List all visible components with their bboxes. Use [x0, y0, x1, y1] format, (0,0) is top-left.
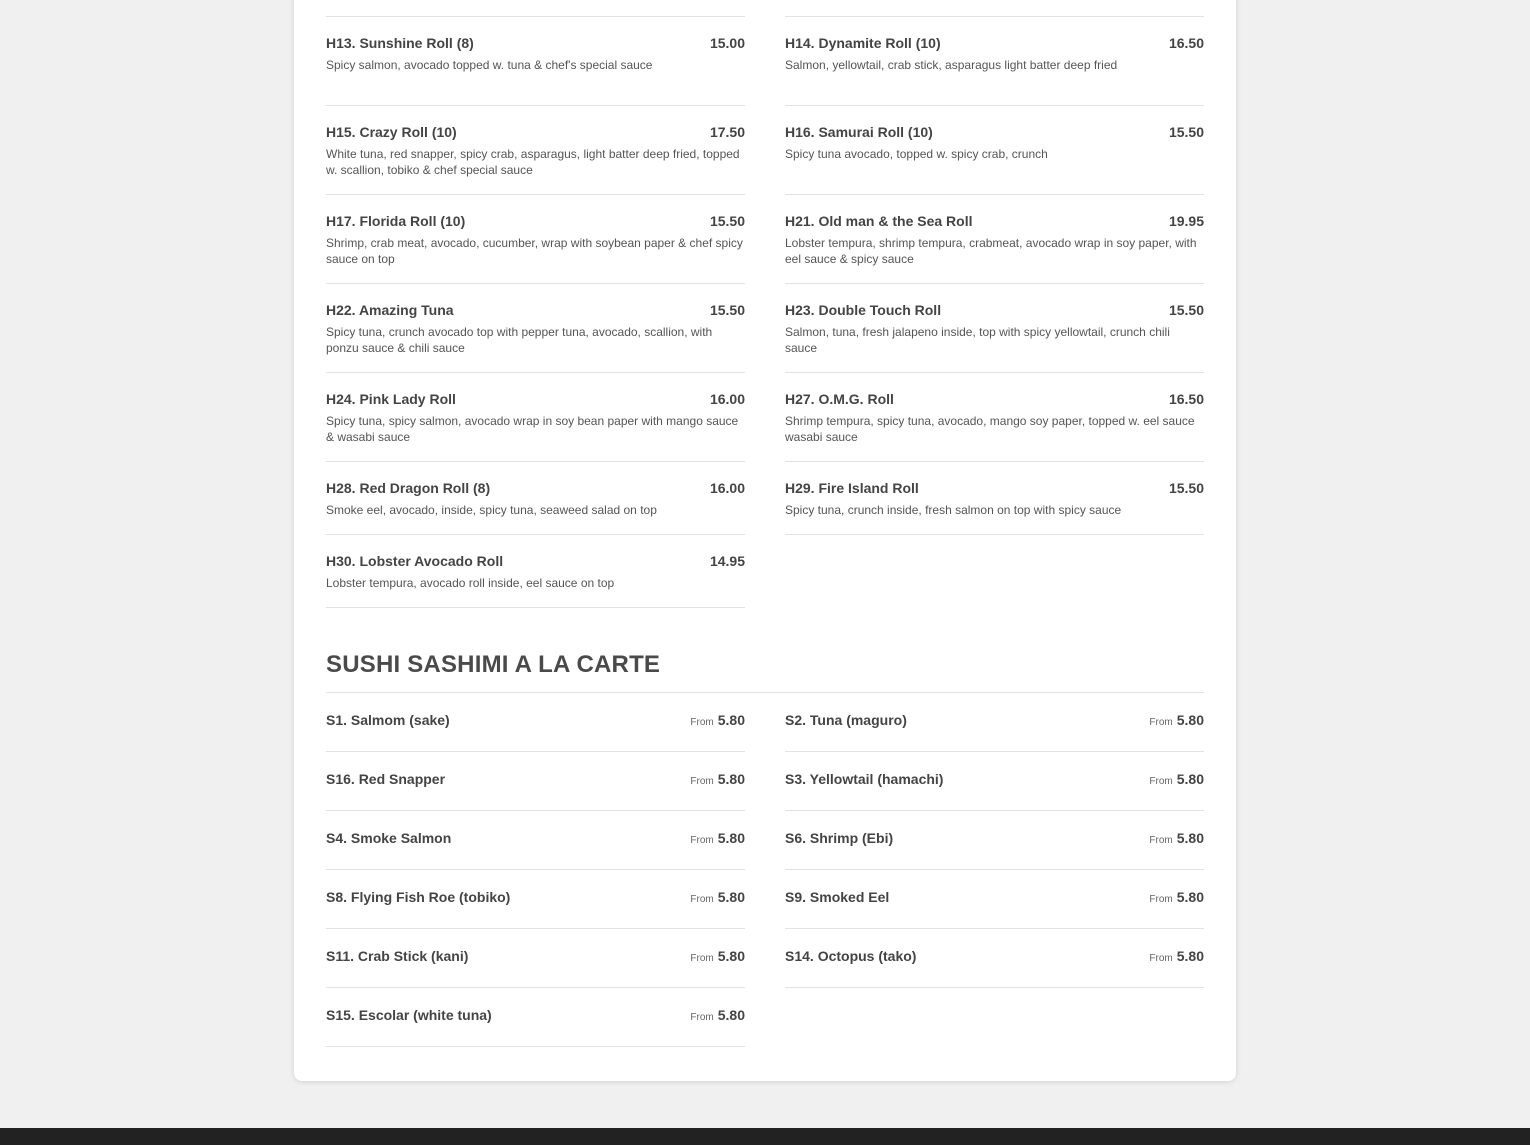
- item-price: 15.50: [709, 213, 745, 229]
- menu-item[interactable]: [785, 106, 1204, 195]
- item-name: S2. Tuna (maguro): [785, 712, 907, 728]
- item-price-group: [1149, 771, 1204, 787]
- item-price: 15.00: [709, 35, 745, 51]
- menu-item[interactable]: [326, 462, 745, 535]
- menu-item[interactable]: [326, 535, 745, 608]
- item-name: H16. Samurai Roll (10): [785, 124, 933, 140]
- from-label: From: [1149, 776, 1173, 787]
- menu-item[interactable]: [326, 752, 745, 811]
- item-name: H23. Double Touch Roll: [785, 302, 942, 318]
- item-description: Spicy salmon, avocado topped w. tuna & chef's special sauce: [326, 58, 653, 72]
- item-name: S3. Yellowtail (hamachi): [785, 771, 944, 787]
- item-price-group: [1149, 712, 1204, 728]
- item-description: Spicy tuna avocado, topped w. spicy crab, crunch: [785, 147, 1048, 161]
- item-price-group: [1149, 889, 1204, 905]
- item-name: S8. Flying Fish Roe (tobiko): [326, 889, 511, 905]
- item-description: Smoke eel, avocado, inside, spicy tuna, seaweed salad on top: [326, 503, 657, 517]
- menu-item[interactable]: [326, 106, 745, 195]
- item-price: 15.50: [1168, 124, 1204, 140]
- item-name: H22. Amazing Tuna: [326, 302, 454, 318]
- item-price: 16.50: [1168, 391, 1204, 407]
- item-price: 5.80: [717, 889, 745, 905]
- item-price-group: [690, 712, 745, 728]
- item-price: 15.50: [709, 302, 745, 318]
- item-name: H13. Sunshine Roll (8): [326, 35, 474, 51]
- menu-item[interactable]: [785, 870, 1204, 929]
- menu-item[interactable]: [326, 17, 745, 106]
- item-price-group: [1149, 948, 1204, 964]
- menu-item[interactable]: [326, 988, 745, 1047]
- menu-item[interactable]: [326, 373, 745, 462]
- item-price: 16.50: [1168, 35, 1204, 51]
- item-name: S16. Red Snapper: [326, 771, 446, 787]
- item-price: 5.80: [1176, 830, 1204, 846]
- item-description: Spicy tuna, spicy salmon, avocado wrap in soy bean paper with mango sauce & wasabi sauce: [326, 414, 739, 444]
- item-name: H17. Florida Roll (10): [326, 213, 466, 229]
- item-price: 16.00: [709, 480, 745, 496]
- menu-item[interactable]: [326, 811, 745, 870]
- item-description: Lobster tempura, avocado roll inside, eel sauce on top: [326, 576, 615, 590]
- menu-item[interactable]: [785, 462, 1204, 535]
- item-price-group: [690, 948, 745, 964]
- item-price: 16.00: [709, 391, 745, 407]
- item-description: Spicy tuna, crunch avocado top with pepper tuna, avocado, scallion, with ponzu sauce & chili sauce: [326, 325, 713, 355]
- item-price: 5.80: [1176, 948, 1204, 964]
- menu-card: [294, 0, 1236, 1081]
- item-name: H15. Crazy Roll (10): [326, 124, 457, 140]
- item-price: 5.80: [717, 712, 745, 728]
- item-price: 17.50: [709, 124, 745, 140]
- item-name: S11. Crab Stick (kani): [326, 948, 469, 964]
- item-name: H30. Lobster Avocado Roll: [326, 553, 504, 569]
- menu-item[interactable]: [785, 284, 1204, 373]
- item-name: H24. Pink Lady Roll: [326, 391, 456, 407]
- item-description: White tuna, red snapper, spicy crab, asparagus, light batter deep fried, topped w. scallion, tobiko & chef special sauce: [326, 147, 740, 177]
- item-description: Shrimp, crab meat, avocado, cucumber, wrap with soybean paper & chef spicy sauce on top: [326, 236, 743, 266]
- item-price-group: [690, 771, 745, 787]
- item-price: 5.80: [1176, 712, 1204, 728]
- menu-item[interactable]: [785, 195, 1204, 284]
- menu-item[interactable]: [785, 693, 1204, 752]
- item-price: 5.80: [717, 1007, 745, 1023]
- item-price-group: [690, 1007, 745, 1023]
- sashimi-section: [326, 651, 1204, 1047]
- item-price: 5.80: [717, 948, 745, 964]
- page-footer: [0, 1128, 1530, 1145]
- menu-item[interactable]: [326, 195, 745, 284]
- menu-item[interactable]: [326, 929, 745, 988]
- item-price-group: [690, 889, 745, 905]
- item-price-group: [1149, 830, 1204, 846]
- item-name: H27. O.M.G. Roll: [785, 391, 894, 407]
- menu-item[interactable]: [785, 929, 1204, 988]
- from-label: From: [690, 1012, 714, 1023]
- menu-item[interactable]: [326, 870, 745, 929]
- from-label: From: [690, 894, 714, 905]
- item-price: 14.95: [709, 553, 745, 569]
- item-description: Lobster tempura, shrimp tempura, crabmeat, avocado wrap in soy paper, with eel sauce & spicy sauce: [785, 236, 1197, 266]
- from-label: From: [1149, 953, 1173, 964]
- item-name: S4. Smoke Salmon: [326, 830, 452, 846]
- item-description: Shrimp tempura, spicy tuna, avocado, mango soy paper, topped w. eel sauce wasabi sauce: [785, 414, 1195, 444]
- rolls-section: [326, 16, 1204, 608]
- menu-item[interactable]: [785, 811, 1204, 870]
- item-name: H21. Old man & the Sea Roll: [785, 213, 973, 229]
- item-price: 5.80: [1176, 889, 1204, 905]
- menu-item[interactable]: [326, 693, 745, 752]
- item-price: 19.95: [1168, 213, 1204, 229]
- item-name: H29. Fire Island Roll: [785, 480, 919, 496]
- from-label: From: [690, 717, 714, 728]
- item-name: S1. Salmom (sake): [326, 712, 450, 728]
- item-name: S15. Escolar (white tuna): [326, 1007, 492, 1023]
- item-price: 5.80: [717, 830, 745, 846]
- item-price: 15.50: [1168, 480, 1204, 496]
- menu-item[interactable]: [785, 752, 1204, 811]
- item-description: Salmon, tuna, fresh jalapeno inside, top with spicy yellowtail, crunch chili sauce: [785, 325, 1170, 355]
- item-price: 5.80: [1176, 771, 1204, 787]
- from-label: From: [690, 835, 714, 846]
- item-name: H14. Dynamite Roll (10): [785, 35, 941, 51]
- from-label: From: [690, 776, 714, 787]
- item-price-group: [690, 830, 745, 846]
- menu-item[interactable]: [326, 284, 745, 373]
- from-label: From: [1149, 894, 1173, 905]
- item-price: 5.80: [717, 771, 745, 787]
- from-label: From: [1149, 717, 1173, 728]
- section-title: SUSHI SASHIMI A LA CARTE: [326, 651, 661, 678]
- item-price: 15.50: [1168, 302, 1204, 318]
- from-label: From: [690, 953, 714, 964]
- from-label: From: [1149, 835, 1173, 846]
- menu-item[interactable]: [785, 17, 1204, 106]
- item-name: S14. Octopus (tako): [785, 948, 917, 964]
- item-name: H28. Red Dragon Roll (8): [326, 480, 491, 496]
- item-name: S9. Smoked Eel: [785, 889, 890, 905]
- item-description: Salmon, yellowtail, crab stick, asparagus light batter deep fried: [785, 58, 1118, 72]
- item-name: S6. Shrimp (Ebi): [785, 830, 894, 846]
- item-description: Spicy tuna, crunch inside, fresh salmon on top with spicy sauce: [785, 503, 1122, 517]
- menu-item[interactable]: [785, 373, 1204, 462]
